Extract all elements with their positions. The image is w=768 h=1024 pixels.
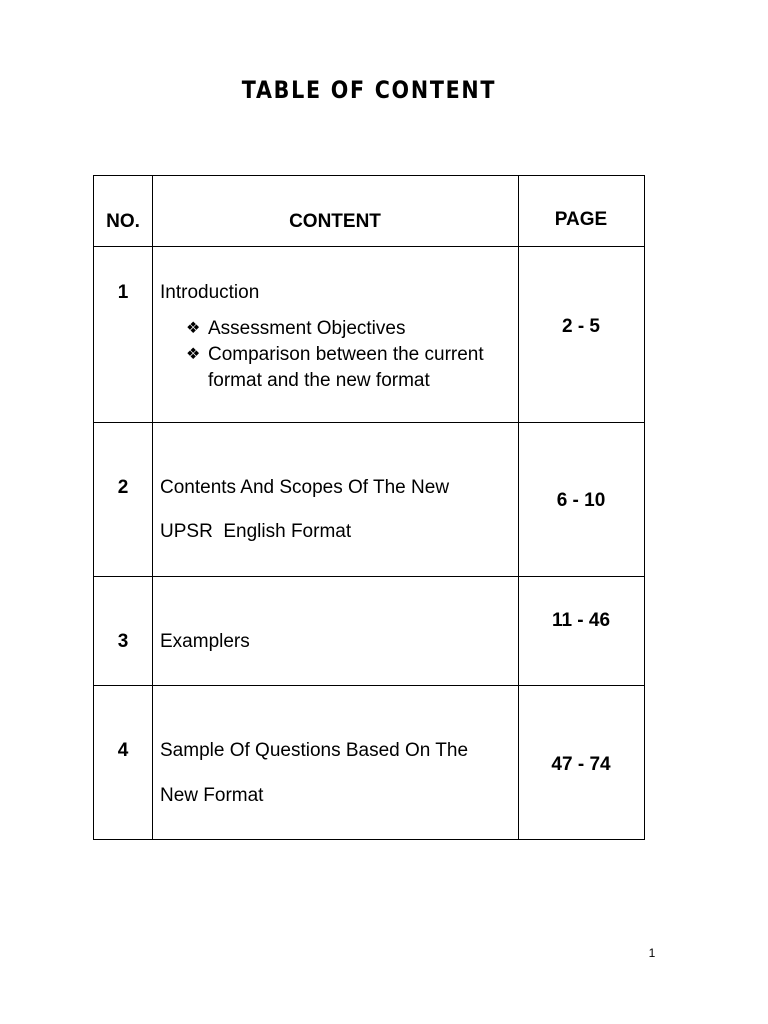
row-divider (94, 422, 644, 423)
list-item (186, 342, 484, 368)
table-of-contents (93, 175, 645, 840)
row-3-page: 11 - 46 (551, 610, 611, 631)
column-divider (152, 176, 153, 839)
diamond-bullet-icon: ❖ (186, 320, 201, 337)
row-1-page: 2 - 5 (561, 316, 601, 337)
row-3-number: 3 (117, 631, 129, 652)
list-item (186, 368, 484, 394)
row-divider (94, 576, 644, 577)
subitem-label: Comparison between the current (208, 344, 484, 365)
header-content: CONTENT (289, 211, 381, 232)
row-2-number: 2 (117, 477, 129, 498)
row-1-content: Introduction (160, 282, 260, 303)
page-number: 1 (648, 946, 656, 960)
row-3-content: Examplers (160, 631, 250, 652)
list-item (186, 316, 484, 342)
row-4-content-line-2: New Format (160, 785, 264, 806)
row-1-subitems (186, 316, 484, 394)
document-title: TABLE OF CONTENT (241, 76, 497, 104)
row-2-content-line-2: UPSR English Format (160, 521, 352, 542)
header-page: PAGE (554, 209, 608, 230)
row-2-content-line-1: Contents And Scopes Of The New (160, 477, 450, 498)
row-2-page: 6 - 10 (556, 490, 606, 511)
header-no: NO. (106, 211, 140, 232)
row-divider (94, 685, 644, 686)
row-4-page: 47 - 74 (551, 754, 611, 775)
subitem-label: format and the new format (208, 370, 430, 391)
diamond-bullet-icon: ❖ (186, 346, 201, 363)
row-1-number: 1 (117, 282, 129, 303)
row-4-content-line-1: Sample Of Questions Based On The (160, 740, 469, 761)
subitem-label: Assessment Objectives (208, 318, 406, 339)
row-4-number: 4 (117, 740, 129, 761)
row-divider (94, 246, 644, 247)
